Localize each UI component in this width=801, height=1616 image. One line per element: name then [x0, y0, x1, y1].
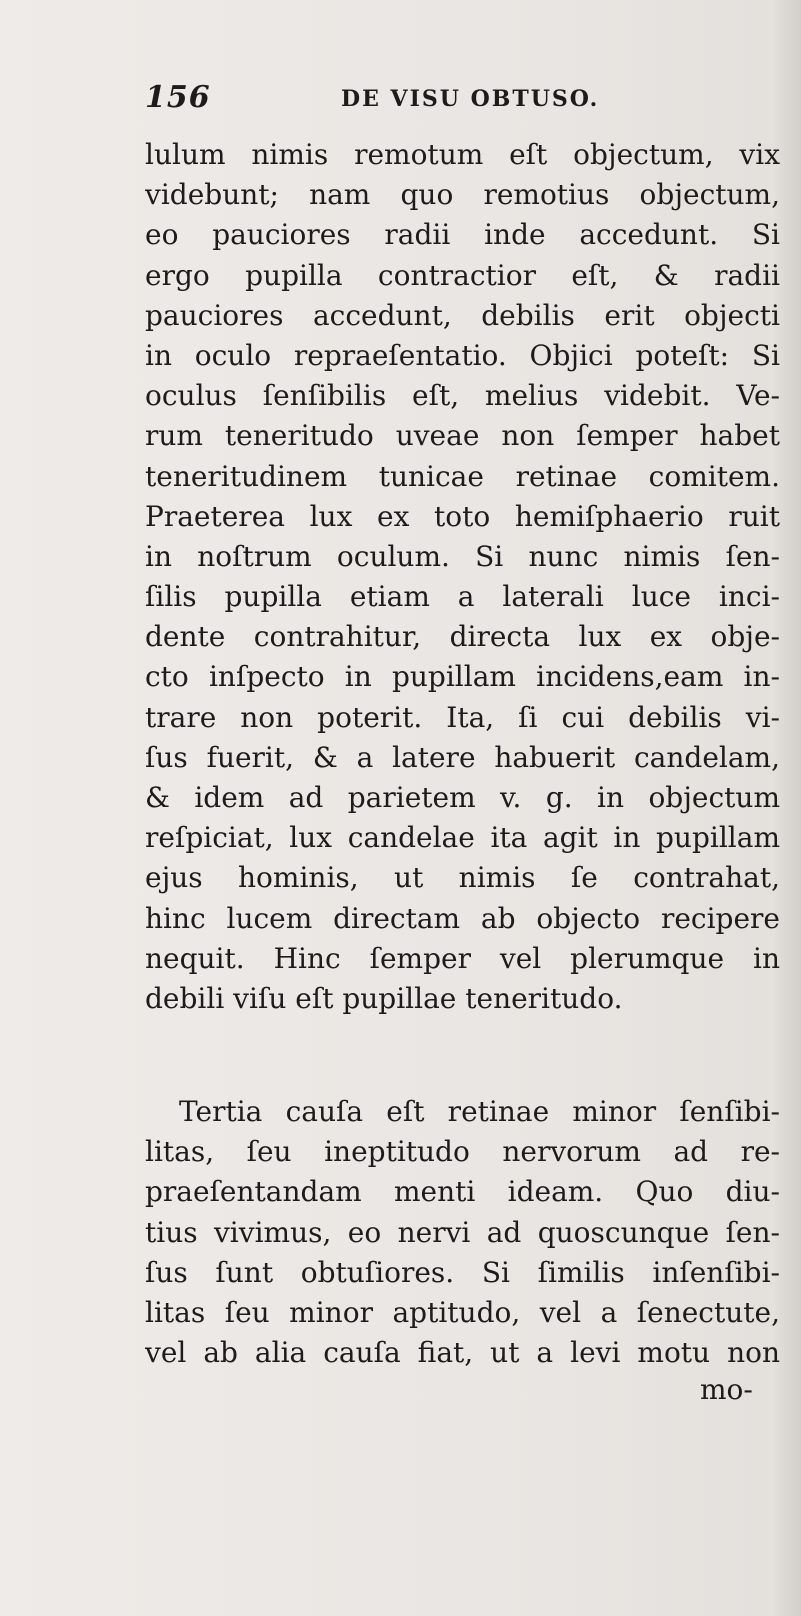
- text-line: in noſtrum oculum. Si nunc nimis ſen-: [145, 539, 780, 573]
- text-line: nequit. Hinc ſemper vel plerumque in: [145, 941, 780, 975]
- text-line: pauciores accedunt, debilis erit objecti: [145, 298, 780, 332]
- text-line: videbunt; nam quo remotius objectum,: [145, 178, 780, 212]
- text-line: ergo pupilla contractior eſt, & radii: [145, 258, 780, 292]
- text-line: Tertia cauſa eſt retinae minor ſenſibi-: [179, 1095, 780, 1128]
- text-line: lulum nimis remotum eſt objectum, vix: [145, 138, 780, 171]
- page-header: [145, 80, 625, 120]
- running-head: DE VISU OBTUSO.: [341, 86, 600, 112]
- text-line: litas ſeu minor aptitudo, vel a ſenectute,: [145, 1295, 780, 1329]
- text-line: hinc lucem directam ab objecto recipere: [145, 901, 780, 935]
- page-number: 156: [145, 80, 211, 115]
- text-line: in oculo repraeſentatio. Objici poteſt: Si: [145, 338, 780, 372]
- text-line: dente contrahitur, directa lux ex obje-: [145, 620, 780, 654]
- text-line: litas, ſeu ineptitudo nervorum ad re-: [145, 1135, 780, 1169]
- text-line: teneritudinem tunicae retinae comitem.: [145, 459, 780, 493]
- text-line: & idem ad parietem v. g. in objectum: [145, 781, 780, 814]
- paragraph-1: [145, 135, 780, 1019]
- catchword: mo-: [700, 1373, 753, 1406]
- text-line: eo pauciores radii inde accedunt. Si: [145, 218, 780, 252]
- paragraph-2: [145, 1092, 780, 1373]
- text-line: cto inſpecto in pupillam incidens,eam in-: [145, 660, 780, 694]
- text-line: ejus hominis, ut nimis ſe contrahat,: [145, 861, 780, 895]
- text-line: Praeterea lux ex toto hemiſphaerio ruit: [145, 499, 780, 533]
- text-line: ſus ſunt obtuſiores. Si ſimilis inſenſibi-: [145, 1255, 780, 1289]
- text-line: tius vivimus, eo nervi ad quoscunque ſen-: [145, 1215, 780, 1249]
- text-line: rum teneritudo uveae non ſemper habet: [145, 419, 780, 453]
- text-line: reſpiciat, lux candelae ita agit in pupillam: [145, 821, 780, 855]
- text-line: debili viſu eſt pupillae teneritudo.: [145, 981, 623, 1015]
- text-line: ſus fuerit, & a latere habuerit candelam,: [145, 740, 780, 774]
- text-line: trare non poterit. Ita, ſi cui debilis vi-: [145, 700, 780, 734]
- text-line: praeſentandam menti ideam. Quo diu-: [145, 1175, 780, 1209]
- text-line: ſilis pupilla etiam a laterali luce inci-: [145, 580, 780, 614]
- text-line: oculus ſenſibilis eſt, melius videbit. Ve-: [145, 379, 780, 413]
- text-line: vel ab alia cauſa fiat, ut a levi motu non: [145, 1336, 780, 1370]
